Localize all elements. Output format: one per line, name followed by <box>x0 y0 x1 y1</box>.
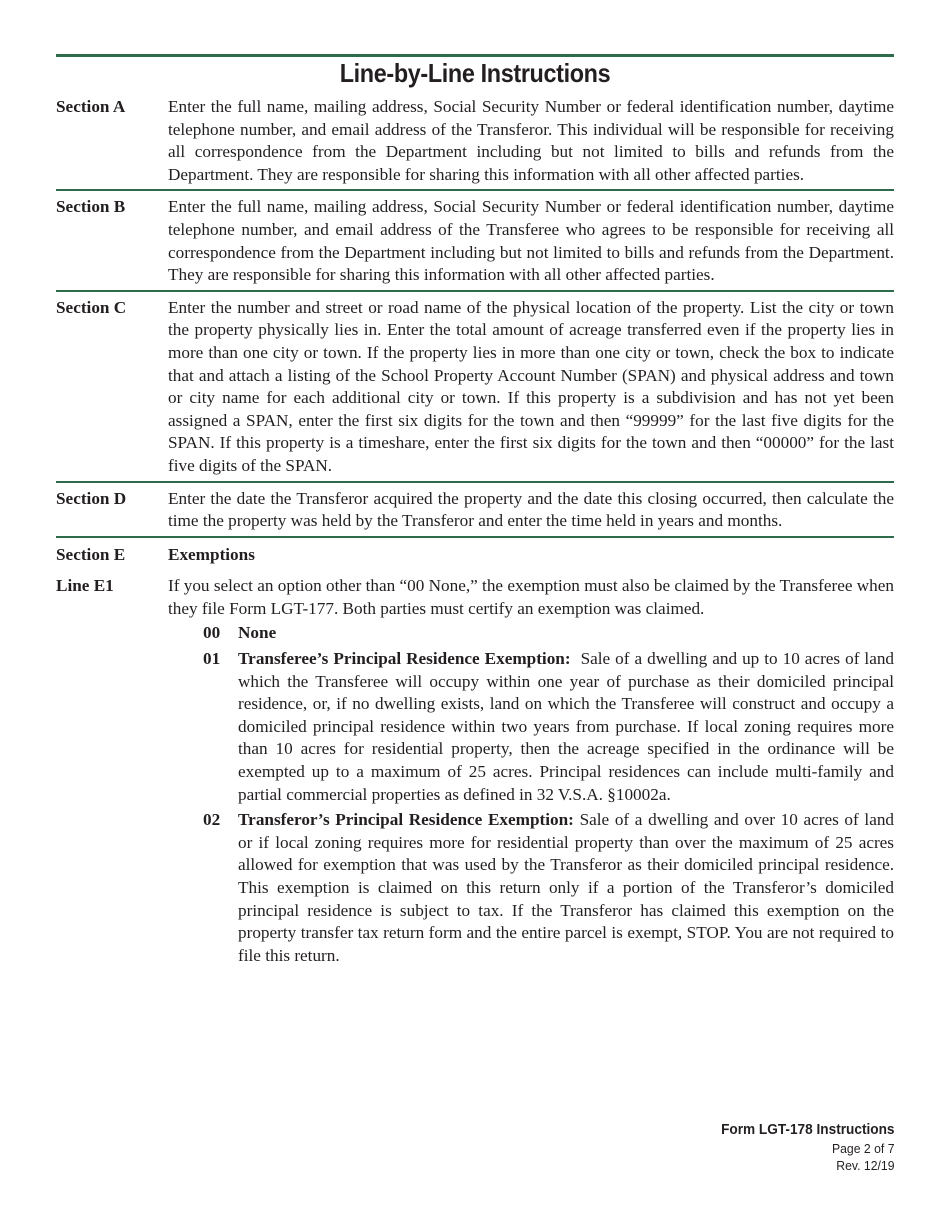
section-b <box>56 191 894 289</box>
option-text <box>238 809 894 967</box>
exemption-option-02 <box>203 809 894 967</box>
section-text: Enter the full name, mailing address, Social Security Number or federal identification number, daytime telephone number, and email address of the Transferor. This individual will be responsible for receiving all correspondence from the Department including but not limited to bills and refunds from the Department. They are responsible for sharing this information with all other affected parties. <box>168 97 894 184</box>
line-e1-body <box>168 575 894 970</box>
section-label: Section E <box>56 544 126 564</box>
section-a <box>56 96 894 189</box>
section-label: Section A <box>56 97 126 116</box>
section-text: Enter the date the Transferor acquired the property and the date this closing occurred, then calculate the time the property was held by the Transferor and enter the time held in years and months. <box>168 488 894 531</box>
option-description: Sale of a dwelling and over 10 acres of land or if local zoning requires more for residential property than over the maximum of 25 acres allowed for exemption that was used by the Transferor as their domiciled principal residence. This exemption is claimed on this return only if a portion of the Transferor’s domiciled principal residence is subject to tax. If the Transferor has claimed this exemption on the property transfer tax return form and the entire parcel is exempt, STOP. You are not required to file this return. <box>238 810 895 965</box>
footer-form-name: Form LGT-178 Instructions <box>720 1122 894 1138</box>
section-e <box>56 538 894 567</box>
option-text <box>238 648 894 806</box>
section-text: Enter the number and street or road name of the physical location of the property. List the city or town the property physically lies in. Enter the total amount of acreage transferred even if the property lies in more than one city or town. If the property lies in more than one city or town, check the box to indicate that and attach a listing of the School Property Account Number (SPAN) and physical address and town or city name for each additional city or town. If this property is a subdivision and has not yet been assigned a SPAN, enter the first six digits for the town and then “99999” for the last five digits for the SPAN. If this property is a timeshare, enter the first six digits for the town and then “00000” for the last five digits of the SPAN. <box>168 297 894 475</box>
section-d <box>56 483 894 536</box>
exemption-option-01 <box>203 648 894 806</box>
page-title: Line-by-Line Instructions <box>339 58 611 88</box>
top-rule <box>56 54 894 57</box>
option-code: 00 <box>203 623 221 643</box>
exemption-option-00 <box>203 622 894 645</box>
footer-revision: Rev. 12/19 <box>835 1158 894 1173</box>
section-label: Section C <box>56 297 127 317</box>
section-label: Section D <box>56 488 127 508</box>
section-c <box>56 292 894 481</box>
page-footer <box>710 1120 895 1174</box>
option-text <box>238 622 894 645</box>
option-title: None <box>238 623 277 643</box>
option-code: 02 <box>203 810 221 830</box>
line-e1-text: If you select an option other than “00 None,” the exemption must also be claimed by the Transferee when they file Form LGT-177. Both parties must certify an exemption was claimed. <box>168 576 894 618</box>
section-label: Section B <box>56 197 126 217</box>
section-text: Enter the full name, mailing address, Social Security Number or federal identification number, daytime telephone number, and email address of the Transferee who agrees to be responsible for receiving all correspondence from the Department including but not limited to bills and refunds from the Department. They are responsible for sharing this information with all other affected parties. <box>168 197 894 285</box>
line-e1 <box>56 566 894 970</box>
footer-page-number: Page 2 of 7 <box>831 1141 894 1156</box>
option-code: 01 <box>203 649 221 669</box>
option-title: Transferor’s Principal Residence Exemption: <box>238 810 574 830</box>
option-description: Sale of a dwelling and up to 10 acres of land which the Transferee will occupy within one year of purchase as their domiciled principal residence, or, if no dwelling exists, land on which the Transferee will construct and occupy a domiciled principal residence within two years from purchase. If local zoning requires more than 10 acres for residential property, then the acreage specified in the ordinance will be exempted up to a maximum of 25 acres. Principal residences can include multi-family and partial commercial properties as defined in 32 V.S.A. §10002a. <box>238 649 895 804</box>
instructions-content <box>56 96 894 970</box>
option-title: Transferee’s Principal Residence Exemption: <box>238 649 571 669</box>
section-heading: Exemptions <box>168 544 255 564</box>
exemption-options <box>203 622 894 967</box>
line-label: Line E1 <box>56 576 114 596</box>
